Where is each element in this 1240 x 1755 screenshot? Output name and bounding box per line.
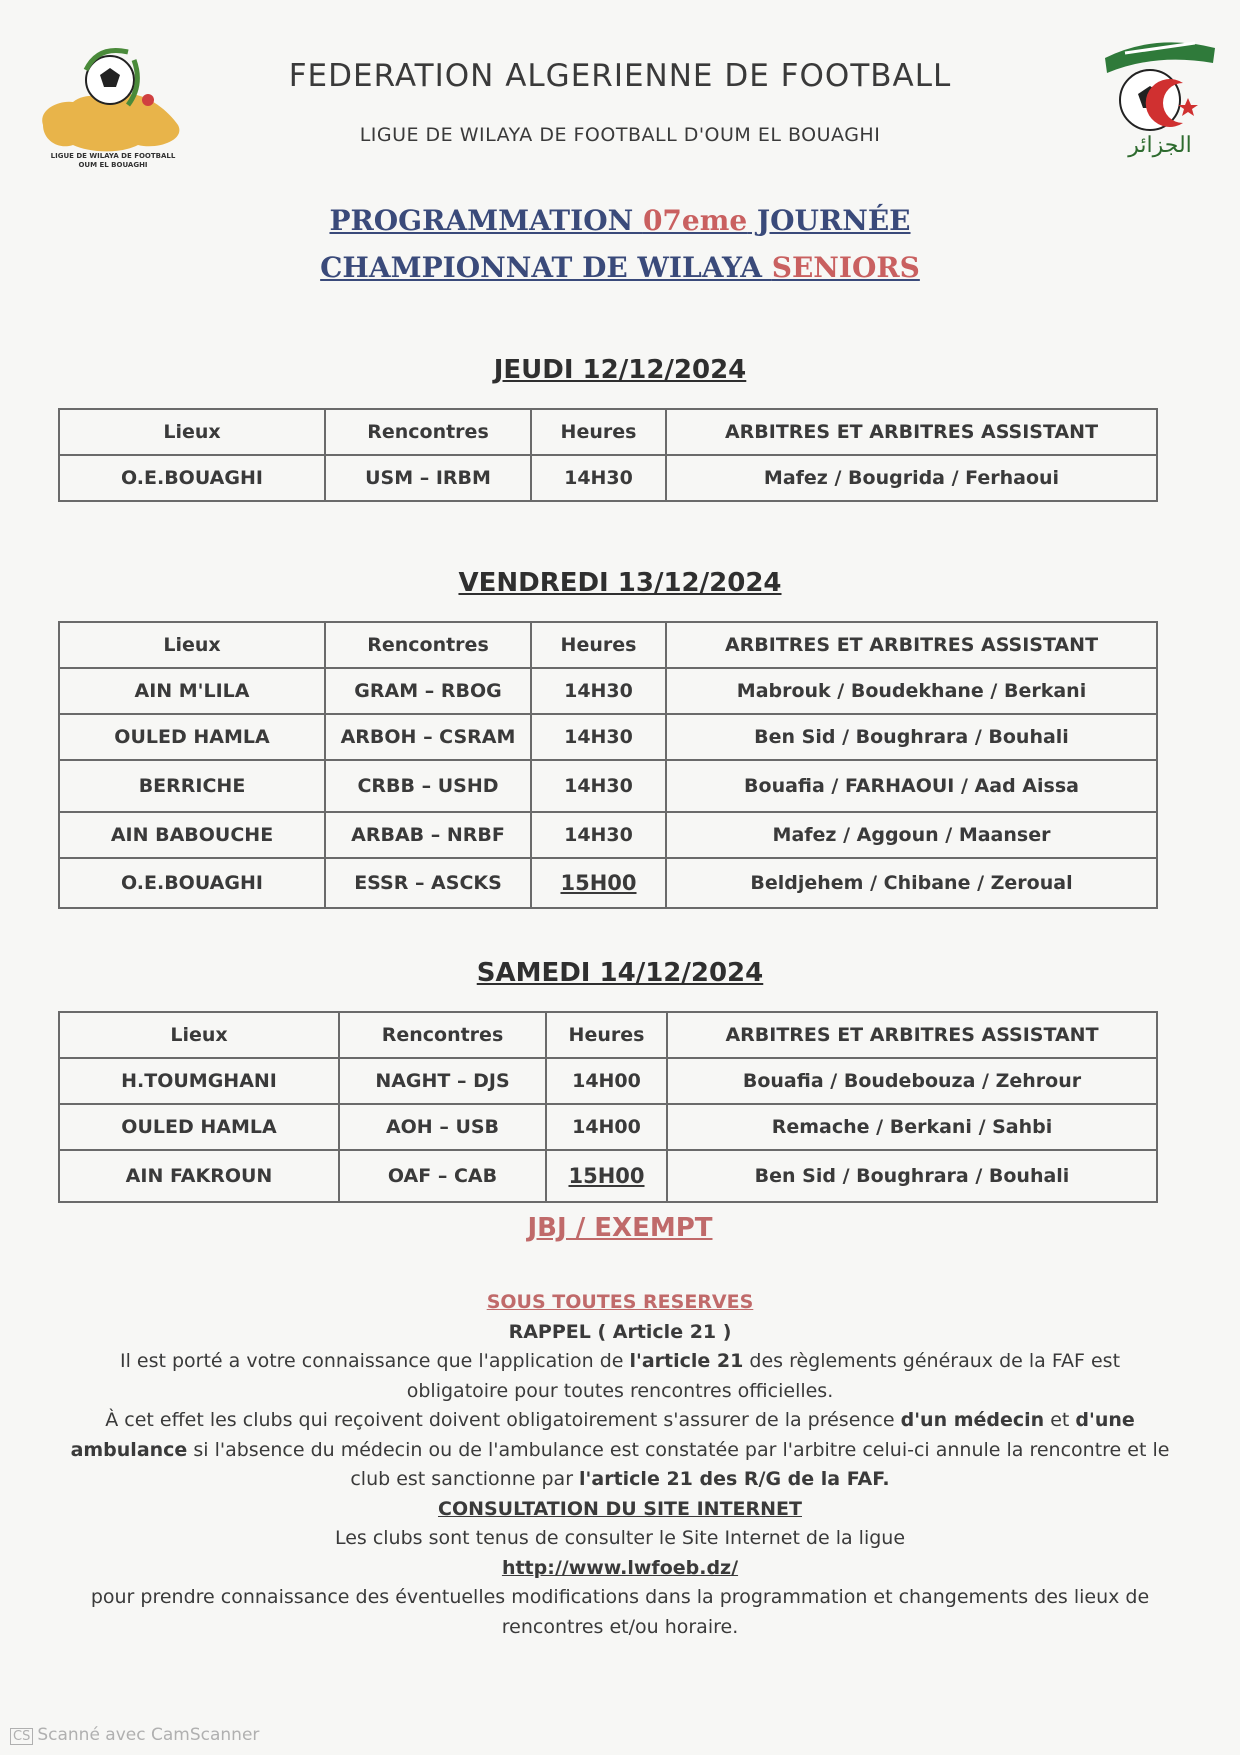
- lieu-cell: AIN FAKROUN: [59, 1150, 339, 1202]
- site-link[interactable]: http://www.lwfoeb.dz/: [501, 1556, 739, 1579]
- table-row: [59, 1150, 1157, 1202]
- camscanner-icon: CS: [10, 1728, 33, 1745]
- table-row: [59, 760, 1157, 812]
- heure-cell: 14H00: [546, 1104, 667, 1150]
- col-rencontres: Rencontres: [325, 622, 531, 668]
- league-logo-caption: LIGUE DE WILAYA DE FOOTBALL OUM EL BOUAGHI: [50, 152, 176, 169]
- col-arbitres: ARBITRES ET ARBITRES ASSISTANT: [667, 1012, 1157, 1058]
- medecin-paragraph: À cet effet les clubs qui reçoivent doivent obligatoirement s'assurer de la présence d'un médecin et d'une ambulance si l'absence du médecin ou de l'ambulance est constatée par l'arbitre celui-ci annule la rencontre et le club est sanctionne par l'article 21 des R/G de la FAF.: [70, 1409, 1170, 1490]
- schedule-table-vendredi: [58, 621, 1158, 909]
- article-paragraph: Il est porté a votre connaissance que l'application de l'article 21 des règlements généraux de la FAF est obligatoire pour toutes rencontres officielles.: [119, 1350, 1121, 1402]
- lieu-cell: OULED HAMLA: [59, 1104, 339, 1150]
- reserves-heading: SOUS TOUTES RESERVES: [486, 1291, 754, 1313]
- col-arbitres: ARBITRES ET ARBITRES ASSISTANT: [666, 622, 1157, 668]
- col-arbitres: ARBITRES ET ARBITRES ASSISTANT: [666, 409, 1157, 455]
- match-cell: USM – IRBM: [325, 455, 531, 501]
- heure-cell: 15H00: [531, 858, 666, 908]
- match-cell: GRAM – RBOG: [325, 668, 531, 714]
- table-row: [59, 1058, 1157, 1104]
- heure-cell: 14H30: [531, 760, 666, 812]
- arbitres-cell: Bouafia / FARHAOUI / Aad Aissa: [666, 760, 1157, 812]
- consultation-heading: CONSULTATION DU SITE INTERNET: [438, 1497, 802, 1520]
- heure-cell: 15H00: [546, 1150, 667, 1202]
- lieu-cell: AIN BABOUCHE: [59, 812, 325, 858]
- col-lieux: Lieux: [59, 1012, 339, 1058]
- schedule-table-samedi: [58, 1011, 1158, 1203]
- rappel-section: [70, 1288, 1170, 1642]
- day-title-jeudi: JEUDI 12/12/2024: [493, 355, 747, 385]
- programmation-title: PROGRAMMATION 07eme JOURNÉE: [329, 204, 911, 237]
- table-row: [59, 668, 1157, 714]
- heure-cell: 14H30: [531, 812, 666, 858]
- modifications-paragraph: pour prendre connaissance des éventuelles modifications dans la programmation et changements des lieux de rencontres et/ou horaire.: [90, 1586, 1150, 1638]
- table-row: [59, 455, 1157, 501]
- col-lieux: Lieux: [59, 622, 325, 668]
- heure-cell: 14H30: [531, 455, 666, 501]
- arbitres-cell: Ben Sid / Boughrara / Bouhali: [667, 1150, 1157, 1202]
- table-row: [59, 1104, 1157, 1150]
- arbitres-cell: Ben Sid / Boughrara / Bouhali: [666, 714, 1157, 760]
- lieu-cell: H.TOUMGHANI: [59, 1058, 339, 1104]
- col-rencontres: Rencontres: [339, 1012, 546, 1058]
- schedule-table-jeudi: [58, 408, 1158, 502]
- arbitres-cell: Mafez / Bougrida / Ferhaoui: [666, 455, 1157, 501]
- faf-logo-caption: الجزائر: [1128, 133, 1192, 158]
- match-cell: OAF – CAB: [339, 1150, 546, 1202]
- table-row: [59, 858, 1157, 908]
- col-lieux: Lieux: [59, 409, 325, 455]
- heure-cell: 14H30: [531, 668, 666, 714]
- rappel-heading: RAPPEL ( Article 21 ): [508, 1320, 732, 1343]
- match-cell: NAGHT – DJS: [339, 1058, 546, 1104]
- col-rencontres: Rencontres: [325, 409, 531, 455]
- table-header-row: [59, 1012, 1157, 1058]
- match-cell: ESSR – ASCKS: [325, 858, 531, 908]
- match-cell: CRBB – USHD: [325, 760, 531, 812]
- championnat-title: CHAMPIONNAT DE WILAYA SENIORS: [320, 251, 920, 284]
- col-heures: Heures: [531, 622, 666, 668]
- day-title-vendredi: VENDREDI 13/12/2024: [458, 568, 782, 598]
- exempt-note: JBJ / EXEMPT: [527, 1213, 713, 1243]
- match-cell: ARBOH – CSRAM: [325, 714, 531, 760]
- arbitres-cell: Bouafia / Boudebouza / Zehrour: [667, 1058, 1157, 1104]
- arbitres-cell: Mabrouk / Boudekhane / Berkani: [666, 668, 1157, 714]
- arbitres-cell: Remache / Berkani / Sahbi: [667, 1104, 1157, 1150]
- match-cell: ARBAB – NRBF: [325, 812, 531, 858]
- table-row: [59, 812, 1157, 858]
- lieu-cell: O.E.BOUAGHI: [59, 455, 325, 501]
- arbitres-cell: Beldjehem / Chibane / Zeroual: [666, 858, 1157, 908]
- federation-title: FEDERATION ALGERIENNE DE FOOTBALL: [288, 58, 952, 94]
- lieu-cell: BERRICHE: [59, 760, 325, 812]
- table-row: [59, 714, 1157, 760]
- lieu-cell: O.E.BOUAGHI: [59, 858, 325, 908]
- col-heures: Heures: [531, 409, 666, 455]
- table-header-row: [59, 409, 1157, 455]
- lieu-cell: AIN M'LILA: [59, 668, 325, 714]
- table-header-row: [59, 622, 1157, 668]
- ligue-subtitle: LIGUE DE WILAYA DE FOOTBALL D'OUM EL BOUAGHI: [359, 124, 881, 146]
- heure-cell: 14H00: [546, 1058, 667, 1104]
- day-title-samedi: SAMEDI 14/12/2024: [476, 958, 764, 988]
- col-heures: Heures: [546, 1012, 667, 1058]
- match-cell: AOH – USB: [339, 1104, 546, 1150]
- lieu-cell: OULED HAMLA: [59, 714, 325, 760]
- heure-cell: 14H30: [531, 714, 666, 760]
- arbitres-cell: Mafez / Aggoun / Maanser: [666, 812, 1157, 858]
- camscanner-watermark: CS Scanné avec CamScanner: [10, 1725, 259, 1745]
- site-paragraph: Les clubs sont tenus de consulter le Site Internet de la ligue: [334, 1527, 906, 1549]
